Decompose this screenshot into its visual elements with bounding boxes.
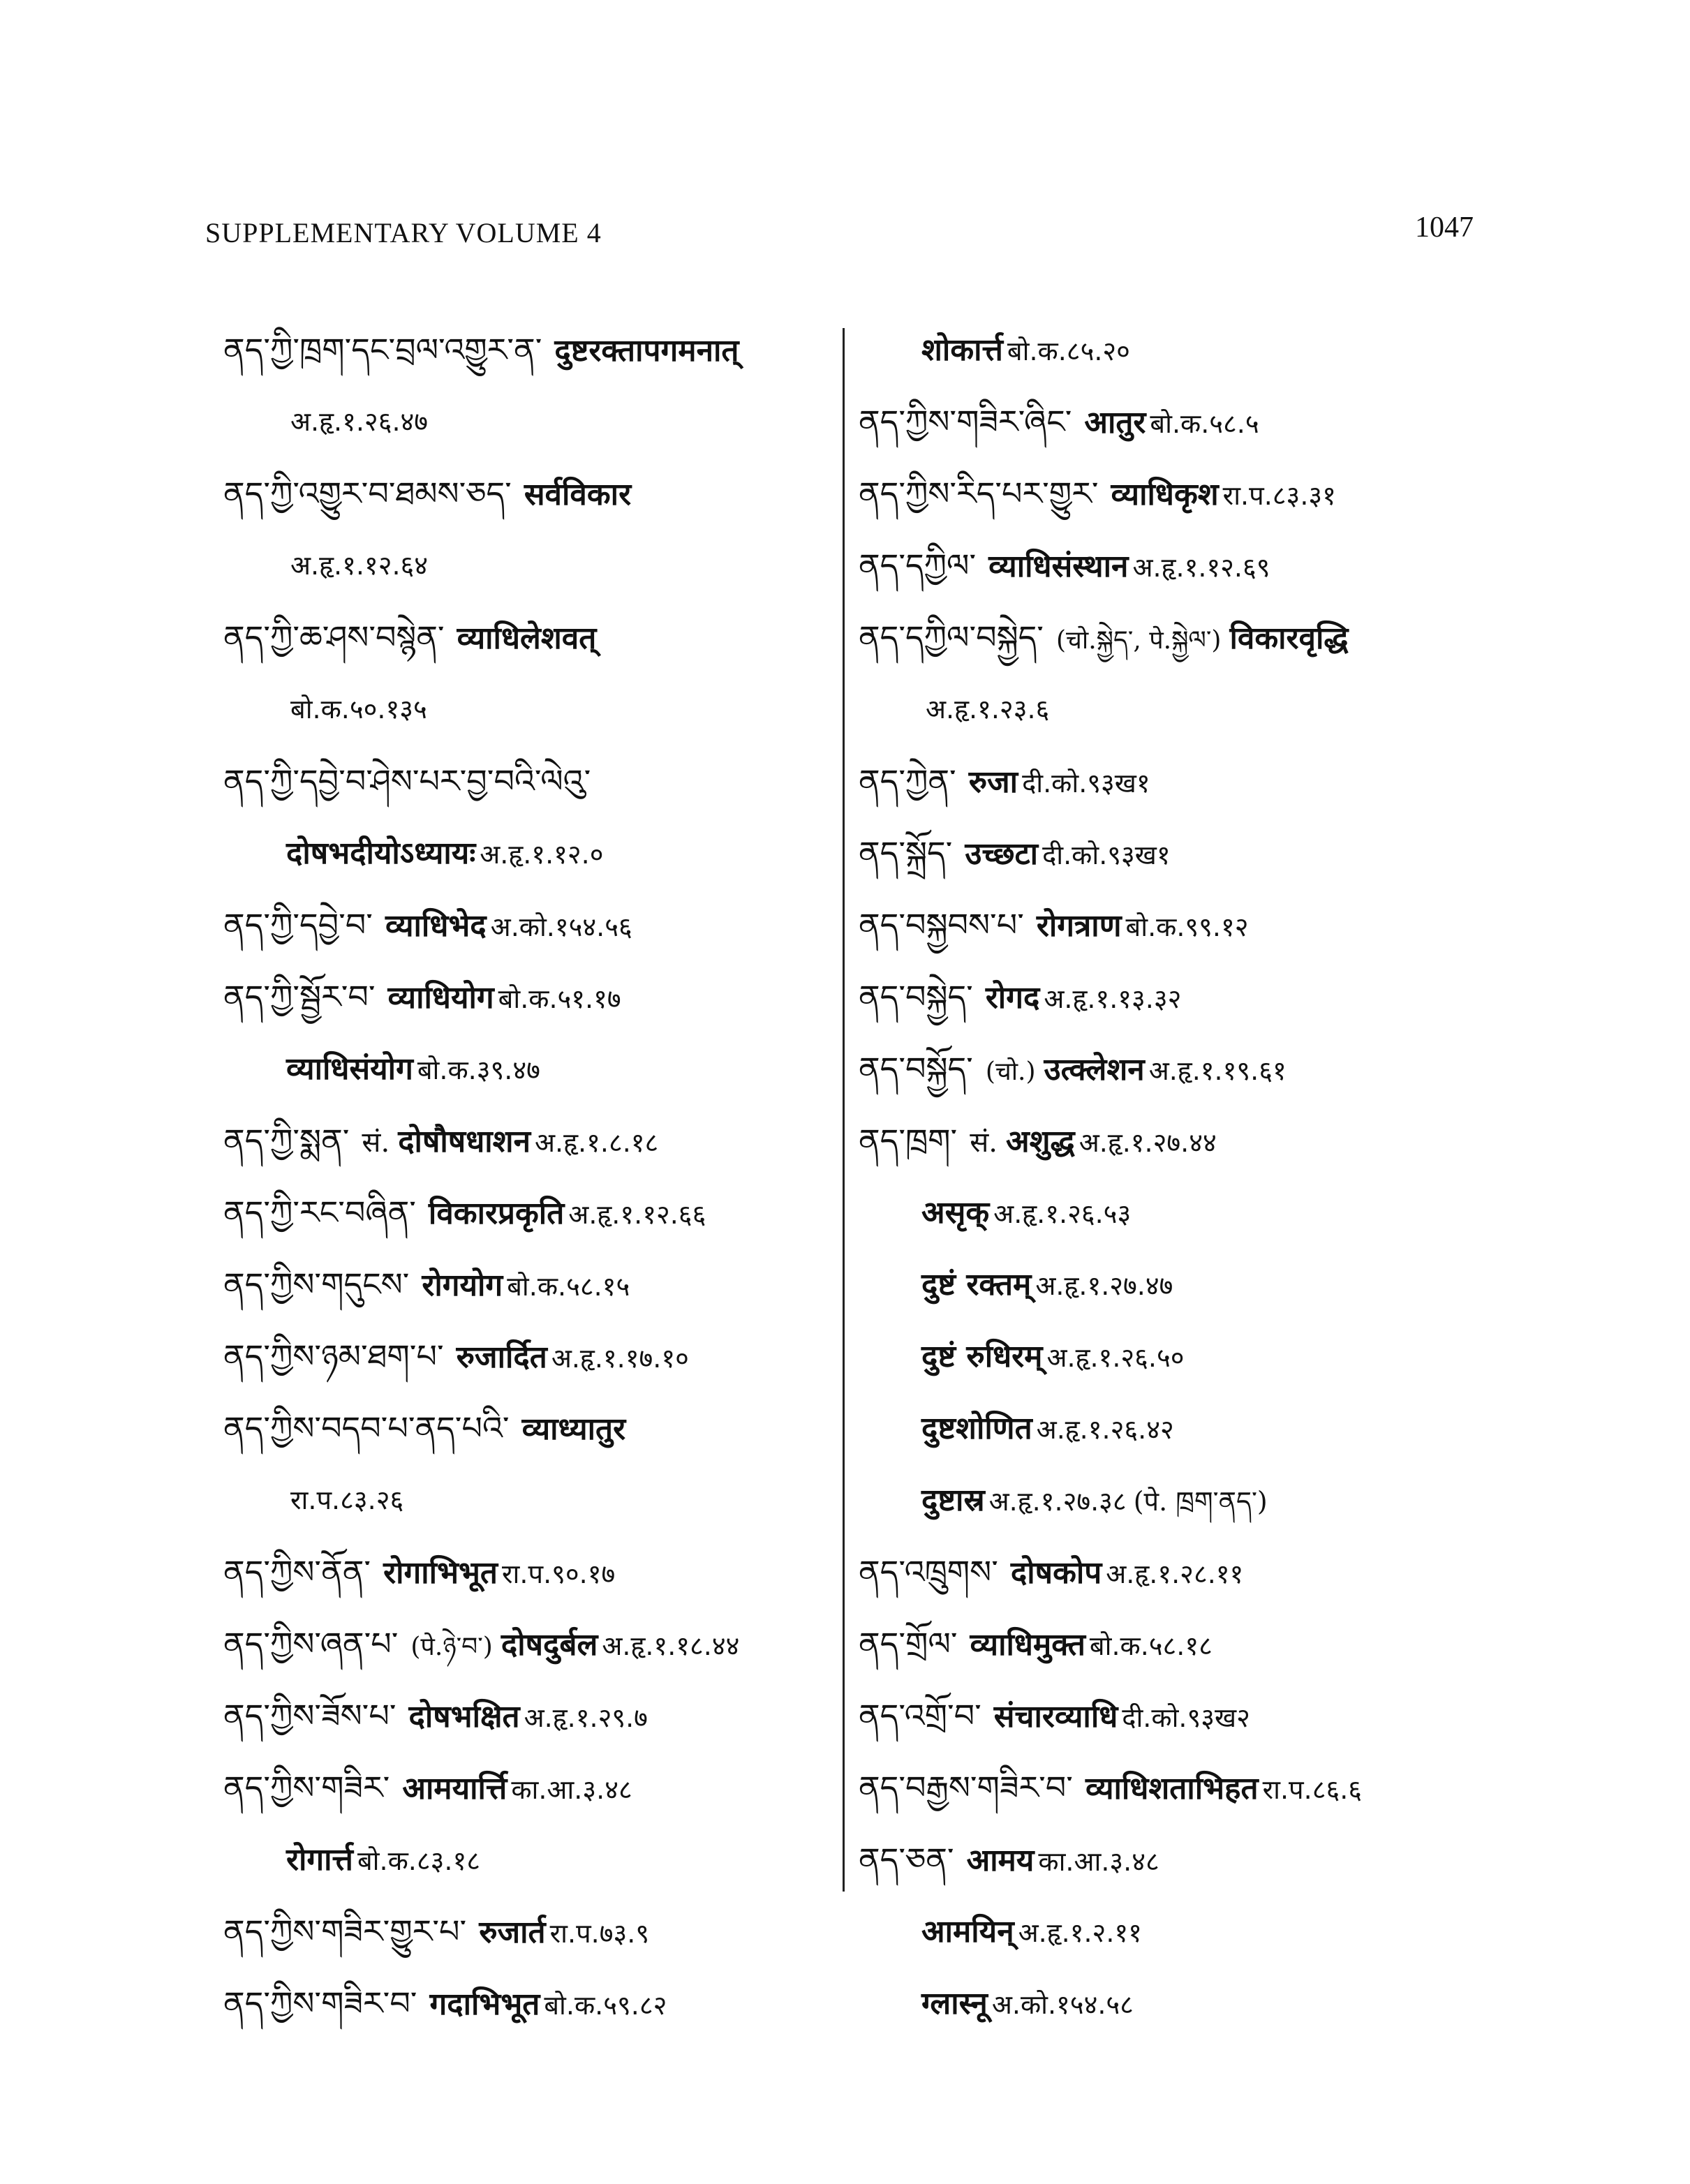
entry-line xyxy=(859,1177,1487,1249)
entry-line xyxy=(223,1968,838,2040)
tibetan-term: ནད་ཀྱིས་བདབ་པ་ནད་པའི་ xyxy=(223,1409,510,1447)
sanskrit-term: रोगयोग xyxy=(422,1268,503,1303)
citation: अ.हृ.१.२७.४७ xyxy=(1035,1270,1173,1301)
sanskrit-term: संचारव्याधि xyxy=(993,1699,1118,1734)
entry-line xyxy=(859,1464,1487,1536)
entry-line xyxy=(223,1033,838,1105)
tibetan-term: ནད་ཀྱིས་ཞན་པ་ xyxy=(223,1625,399,1663)
variant-note: (पे.ཉེ་བ་) xyxy=(410,1633,493,1661)
sanskrit-term: दुष्टशोणित xyxy=(921,1411,1032,1446)
tibetan-term: ནད་འཁྲུགས་ xyxy=(859,1553,998,1591)
prefix-label: सं. xyxy=(970,1127,998,1159)
left-column xyxy=(223,314,838,2040)
sanskrit-term: शोकार्त्त xyxy=(921,332,1003,368)
tibetan-term: ནད་བརྒྱས་གཟིར་བ་ xyxy=(859,1769,1073,1806)
sanskrit-term: रुजा xyxy=(968,764,1018,800)
entry-line xyxy=(859,1392,1487,1464)
sanskrit-term: व्याधिकृश xyxy=(1111,477,1219,512)
entry-line xyxy=(223,1824,838,1896)
variant-note: (चो.) xyxy=(985,1057,1036,1086)
sanskrit-term: असृक् xyxy=(921,1195,990,1231)
sanskrit-term: दुष्टरक्तापगमनात् xyxy=(554,333,739,369)
entry-line xyxy=(859,1968,1487,2040)
tibetan-term: ནད་བསྐྱོད་ xyxy=(859,1050,973,1087)
tibetan-term: ནད་ཀྱི་སྨན་ xyxy=(223,1122,350,1159)
entry-line xyxy=(223,745,838,817)
tibetan-term: ནད་སྐྲོད་ xyxy=(859,834,953,872)
page-number: 1047 xyxy=(1415,211,1474,244)
sanskrit-term: आमय xyxy=(966,1843,1035,1878)
sanskrit-term: व्याधिभेद xyxy=(385,908,487,944)
entry-line xyxy=(859,817,1487,889)
sanskrit-term: दोषभदीयोऽध्यायः xyxy=(286,835,476,871)
entry-line xyxy=(223,1321,838,1392)
sanskrit-term: विकारप्रकृति xyxy=(428,1196,565,1231)
tibetan-term: ནད་ཀྱིས་གཟིར་ xyxy=(223,1769,390,1806)
sanskrit-term: आतुर xyxy=(1084,405,1146,440)
citation: रा.प.७३.९ xyxy=(549,1918,650,1949)
citation: अ.हृ.१.२६.४२ xyxy=(1036,1414,1174,1445)
running-head: SUPPLEMENTARY VOLUME 4 xyxy=(205,217,602,248)
citation: अ.हृ.१.२६.५० xyxy=(1046,1342,1185,1373)
sanskrit-term: दुष्टं रुधिरम् xyxy=(921,1339,1043,1374)
citation: रा.प.८३.३१ xyxy=(1222,480,1336,511)
entry-line xyxy=(223,530,838,602)
sanskrit-term: दोषकोप xyxy=(1010,1555,1102,1591)
citation: बो.क.३९.४७ xyxy=(417,1055,540,1085)
citation: अ.हृ.१.२३.६ xyxy=(926,694,1050,725)
entry-line xyxy=(223,1536,838,1608)
citation: अ.हृ.१.१२.६६ xyxy=(568,1199,706,1230)
sanskrit-term: आमयार्त्ति xyxy=(402,1771,507,1806)
sanskrit-term: दुष्टास्र xyxy=(921,1483,985,1518)
tibetan-term: ནད་ཁྲག་ xyxy=(859,1122,958,1159)
citation: अ.को.१५४.५८ xyxy=(991,1989,1134,2020)
tibetan-term: ནད་བསྐྱེད་ xyxy=(859,978,973,1016)
citation: दी.को.९३ख१ xyxy=(1022,768,1150,798)
entry-line xyxy=(859,674,1487,745)
citation: बो.क.५८.५ xyxy=(1150,408,1259,439)
citation: अ.हृ.१.१२.० xyxy=(480,839,604,870)
entry-line xyxy=(859,530,1487,602)
entry-line xyxy=(859,1680,1487,1752)
entry-line xyxy=(223,1177,838,1249)
entry-line xyxy=(859,314,1487,386)
citation: अ.हृ.१.२६.४७ xyxy=(290,406,429,437)
sanskrit-term: व्याधिमुक्त xyxy=(970,1627,1085,1663)
tibetan-term: ནད་ཅན་ xyxy=(859,1841,954,1878)
tibetan-term: ནད་ཀྱི་ཁྲག་དང་བྲལ་འགྱུར་ན་ xyxy=(223,331,542,369)
citation: अ.हृ.१.२७.३८ xyxy=(988,1486,1127,1517)
sanskrit-term: सर्वविकार xyxy=(524,477,632,512)
sanskrit-term: व्याधियोग xyxy=(387,980,494,1016)
entry-line xyxy=(859,1824,1487,1896)
sanskrit-term: व्याधिशताभिहत xyxy=(1085,1771,1259,1806)
entry-line xyxy=(859,1249,1487,1321)
sanskrit-term: दुष्टं रक्तम् xyxy=(921,1267,1032,1302)
entry-line xyxy=(223,1392,838,1464)
tibetan-term: ནད་དཀྱིལ་བསྐྱེད་ xyxy=(859,618,1044,656)
sanskrit-term: उत्क्लेशन xyxy=(1044,1052,1145,1087)
citation: अ.हृ.१.२६.५३ xyxy=(993,1198,1132,1229)
prefix-label: सं. xyxy=(362,1127,390,1159)
column-divider xyxy=(843,328,845,1892)
entry-line xyxy=(859,745,1487,817)
entry-line xyxy=(223,1464,838,1536)
citation: अ.हृ.१.१३.३२ xyxy=(1044,983,1182,1014)
sanskrit-term: व्याधिसंयोग xyxy=(286,1051,413,1087)
tibetan-term: ནད་ཀྱི་ཆ་ཤས་བསྙེན་ xyxy=(223,618,445,656)
citation: रा.प.८३.२६ xyxy=(290,1485,404,1515)
entry-line xyxy=(223,1752,838,1824)
citation: दी.को.९३ख१ xyxy=(1042,840,1171,870)
sanskrit-term: रुजार्दित xyxy=(456,1339,547,1375)
entry-line xyxy=(223,1680,838,1752)
entry-line xyxy=(859,889,1487,961)
citation: बो.क.९९.१२ xyxy=(1125,912,1249,942)
sanskrit-term: व्याध्यातुर xyxy=(521,1411,626,1447)
sanskrit-term: उच्छटा xyxy=(965,836,1039,872)
entry-line xyxy=(859,1536,1487,1608)
variant-note: (पे. ཁྲག་ནད་) xyxy=(1133,1486,1268,1517)
sanskrit-term: रोगत्राण xyxy=(1036,908,1122,944)
citation: बो.क.५०.१३५ xyxy=(290,694,427,725)
citation: अ.हृ.१.१७.१० xyxy=(551,1343,689,1374)
citation: दी.को.९३ख२ xyxy=(1122,1702,1250,1733)
sanskrit-term: ग्लास्नू xyxy=(921,1986,988,2021)
tibetan-term: ནད་ཀྱིས་རིད་པར་གྱུར་ xyxy=(859,475,1099,512)
citation: अ.हृ.१.२७.४४ xyxy=(1079,1127,1217,1158)
citation: अ.हृ.१.१९.६१ xyxy=(1148,1055,1287,1086)
citation: बो.क.८५.२० xyxy=(1007,336,1130,366)
tibetan-term: ནད་བསྐྱབས་པ་ xyxy=(859,906,1024,944)
entry-line xyxy=(223,1249,838,1321)
sanskrit-term: आमयिन् xyxy=(921,1914,1014,1949)
entry-line xyxy=(223,817,838,889)
citation: अ.हृ.१.२.११ xyxy=(1018,1917,1142,1948)
entry-line xyxy=(223,889,838,961)
tibetan-term: ནད་དཀྱིལ་ xyxy=(859,547,977,584)
entry-line xyxy=(859,1608,1487,1680)
entry-line xyxy=(223,386,838,458)
sanskrit-term: रोगाभिभूत xyxy=(383,1555,498,1591)
tibetan-term: ནད་ཀྱི་འགྱུར་བ་ཐམས་ཅད་ xyxy=(223,475,512,512)
citation: अ.को.१५४.५६ xyxy=(490,912,632,942)
tibetan-term: ནད་ཀྱིས་གདུངས་ xyxy=(223,1265,410,1303)
entry-line xyxy=(223,314,838,386)
citation: बो.क.५८.१५ xyxy=(507,1271,630,1302)
tibetan-term: ནད་ཀྱིས་ནོན་ xyxy=(223,1553,371,1591)
tibetan-term: ནད་ཀྱི་དབྱེ་བ་ xyxy=(223,906,373,944)
tibetan-term: ནད་གྲོལ་ xyxy=(859,1625,958,1663)
citation: अ.हृ.१.१८.४४ xyxy=(602,1630,740,1661)
sanskrit-term: रुजार्त xyxy=(479,1915,546,1950)
entry-line xyxy=(859,961,1487,1033)
sanskrit-term: व्याधिलेशवत् xyxy=(457,621,597,656)
tibetan-term: ནད་འགྲོ་བ་ xyxy=(859,1697,981,1734)
entry-line xyxy=(859,1896,1487,1968)
entry-line xyxy=(223,1896,838,1968)
entry-line xyxy=(223,602,838,674)
sanskrit-term: दोषदुर्बल xyxy=(501,1627,598,1663)
tibetan-term: ནད་ཀྱེན་ xyxy=(859,762,956,800)
sanskrit-term: रोगार्त्त xyxy=(286,1842,353,1878)
citation: बो.क.५१.१७ xyxy=(498,983,621,1014)
tibetan-term: ནད་ཀྱིས་ཟོས་པ་ xyxy=(223,1697,396,1734)
sanskrit-term: रोगद xyxy=(985,980,1040,1016)
citation: का.आ.३.४८ xyxy=(1038,1846,1159,1877)
tibetan-term: ནད་ཀྱི་དབྱེ་བ་ཤེས་པར་བྱ་བའི་ལེའུ་ xyxy=(223,762,591,800)
entry-line xyxy=(859,458,1487,530)
sanskrit-term: अशुद्ध xyxy=(1006,1124,1075,1159)
citation: अ.हृ.१.१२.६४ xyxy=(290,550,429,581)
entry-line xyxy=(859,1321,1487,1392)
tibetan-term: ནད་ཀྱིས་ཉམ་ཐག་པ་ xyxy=(223,1337,444,1375)
tibetan-term: ནད་ཀྱིས་གཟིར་ཞིང་ xyxy=(859,403,1072,440)
citation: अ.हृ.१.२९.७ xyxy=(524,1702,648,1733)
right-column xyxy=(859,314,1487,2040)
entry-line xyxy=(859,602,1487,674)
citation: अ.हृ.१.८.१८ xyxy=(535,1127,659,1158)
tibetan-term: ནད་ཀྱི་རང་བཞིན་ xyxy=(223,1194,416,1231)
sanskrit-term: दोषभक्षित xyxy=(408,1699,520,1734)
page-header xyxy=(205,211,1474,258)
citation: अ.हृ.१.२८.११ xyxy=(1106,1559,1244,1589)
entry-line xyxy=(223,458,838,530)
citation: बो.क.५९.८२ xyxy=(544,1990,667,2021)
entry-line xyxy=(223,1105,838,1177)
citation: बो.क.५८.१८ xyxy=(1089,1630,1213,1661)
entry-line xyxy=(223,674,838,745)
variant-note: (चो.སྐྱེད་, पे.སྐྱེལ་) xyxy=(1055,626,1222,655)
citation: अ.हृ.१.१२.६९ xyxy=(1132,552,1270,583)
entry-line xyxy=(859,1752,1487,1824)
tibetan-term: ནད་ཀྱིས་གཟིར་གྱུར་པ་ xyxy=(223,1912,467,1950)
citation: का.आ.३.४८ xyxy=(511,1774,632,1805)
citation: बो.क.८३.१८ xyxy=(357,1845,480,1876)
sanskrit-term: दोषौषधाशन xyxy=(398,1124,531,1159)
sanskrit-term: विकारवृद्धि xyxy=(1229,621,1349,656)
entry-line xyxy=(223,961,838,1033)
entry-line xyxy=(859,1105,1487,1177)
entry-line xyxy=(859,386,1487,458)
sanskrit-term: व्याधिसंस्थान xyxy=(988,549,1129,584)
citation: रा.प.८६.६ xyxy=(1262,1774,1363,1805)
sanskrit-term: गदाभिभूत xyxy=(429,1986,540,2022)
entry-line xyxy=(223,1608,838,1680)
entry-line xyxy=(859,1033,1487,1105)
citation: रा.प.९०.१७ xyxy=(502,1559,616,1589)
tibetan-term: ནད་ཀྱིས་གཟིར་བ་ xyxy=(223,1984,417,2022)
tibetan-term: ནད་ཀྱི་སྦྱོར་བ་ xyxy=(223,978,376,1016)
